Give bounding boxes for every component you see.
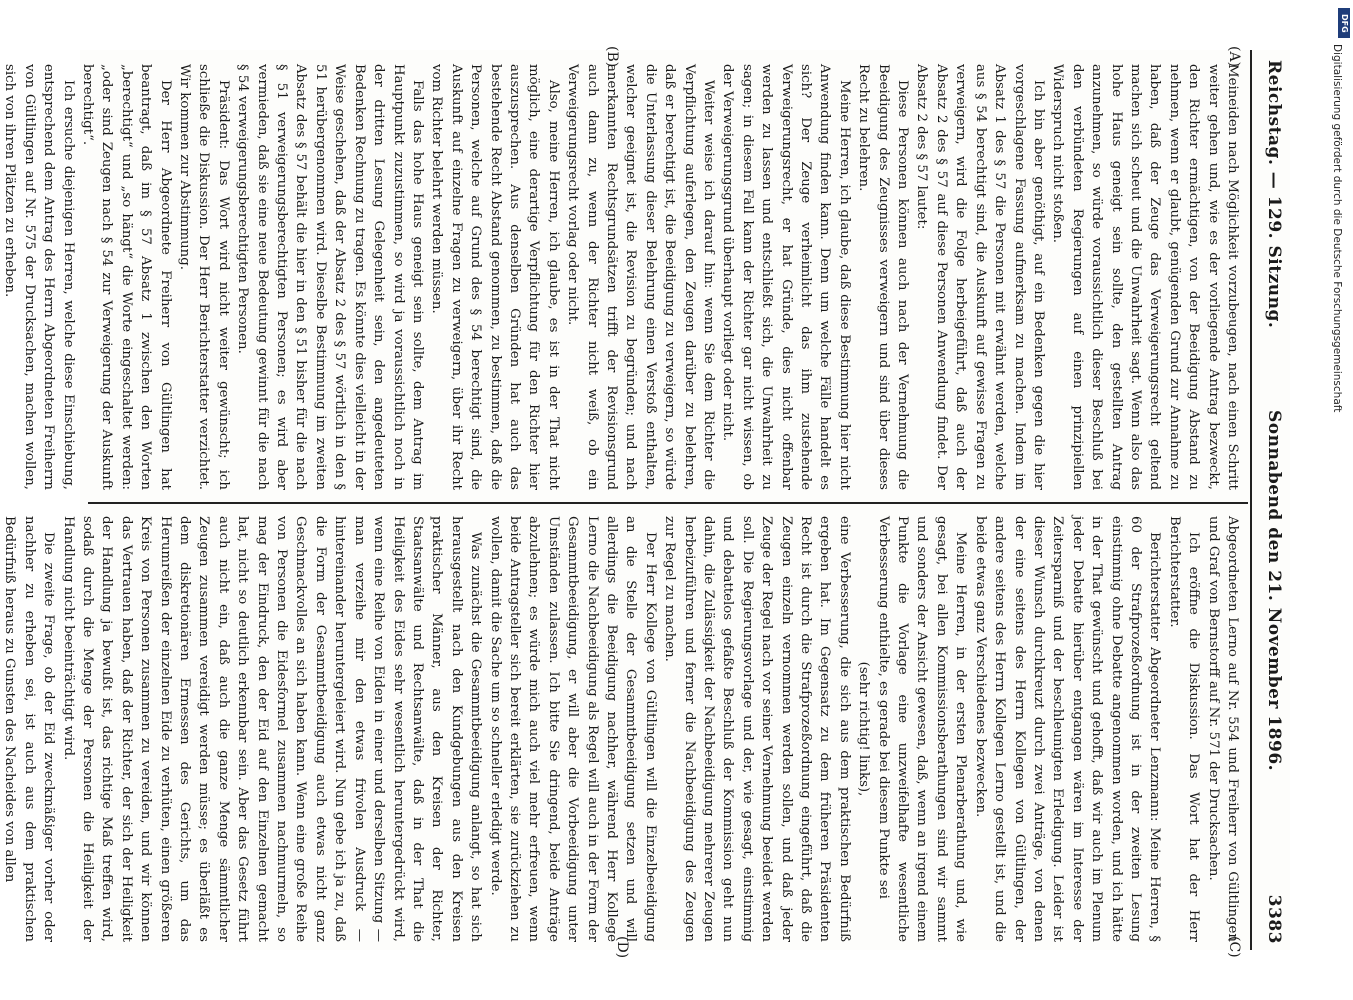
- paragraph: Berichterstatter Abgeordneter Lenzmann: Meine Herren, § 60 der Strafprozeßordnung ist in der zweiten Lesung einstimmig ohne Debatte angenommen worden, und ich hätte in der That gewünscht und gehofft, daß wir auch im Plenum jeder Debatte hierüber entgangen wären im Interesse der Zeitersparniß und der beschleunigten Erledigung. Leider ist dieser Wunsch durchkreuzt durch zwei Anträge, von denen der eine seitens des Herrn Kollegen von Gültlingen, der andere seitens des Herrn Kollegen Lerno gestellt ist, und die beide etwas ganz Verschiedenes bezwecken.: [972, 516, 1163, 942]
- document-page: [2, 46, 1290, 959]
- paragraph: Weiter weise ich darauf hin: wenn Sie dem Richter die Verpflichtung auferlegen, den Zeugen darüber zu belehren, daß er berechtigt ist, die Beeidigung zu verweigern, so würde die Unterlassung dieser Belehrung einen Verstoß enthalten, welcher geeignet ist, die Revision zu begründen; und nach anerkannten Rechtsgrundsätzen trifft der Revisionsgrund auch dann zu, wenn der Richter nicht weiß, ob ein Verweigerungsrecht vorlag oder nicht.: [565, 64, 717, 490]
- paragraph: Die zweite Frage, ob der Eid zweckmäßiger vorher oder nachher zu erheben sei, ist auch aus dem praktischen Bedürfniß heraus zu Gunsten des Nacheides von allen: [2, 516, 57, 942]
- paragraph: Der Herr Kollege von Gültlingen will die Einzelbeeidigung an die Stelle der Gesammtbeeidigung setzen und will allerdings die Beeidigung nachher, während Herr Kollege Lerno die Nachbeeidigung als Regel will auch in der Form der Gesammtbeeidigung, er will aber die Vorbeeidigung unter Umständen zulassen. Ich bitte Sie dringend, beide Anträge abzulehnen; es würde mich auch viel mehr erfreuen, wenn beide Antragsteller sich bereit erklärten, sie zurückziehen zu wollen, damit die Sache um so schneller erledigt werde.: [487, 516, 658, 942]
- margin-marker-a: (A): [1226, 46, 1242, 68]
- paragraph: Falls das hohe Haus geneigt sein sollte, dem Antrag im Hauptpunkt zuzustimmen, so wird ja voraussichtlich noch in der dritten Lesung Gelegenheit sein, den angedeuteten Bedenken Rechnung zu tragen. Es könnte dies vielleicht in der Weise geschehen, daß der Absatz 2 des § 57 wörtlich in den § 51 herübergenommen wird. Dieselbe Bestimmung im zweiten Absatz des § 57 behält die hier in den § 51 bisher für die nach § 51 verweigerungsberechtigten Personen; es wird aber vermieden, daß sie eine neue Bedeutung gewinnt für die nach § 54 verweigerungsberechtigten Personen.: [235, 64, 425, 490]
- dfg-logo: DFG: [1338, 8, 1350, 38]
- paragraph: Ich bin aber genöthigt, auf ein Bedenken gegen die hier vorgeschlagene Fassung aufmerksam zu machen. Indem im Absatz 1 des § 57 die Personen mit erwähnt werden, welche aus § 54 berechtigt sind, die Auskunft auf gewisse Fragen zu verweigern, wird die Folge herbeigeführt, daß auch der Absatz 2 des § 57 auf diese Personen Anwendung findet. Der Absatz 2 des § 57 lautet:: [914, 64, 1046, 490]
- paragraph: Was zunächst die Gesammtbeeidigung anlangt, so hat sich herausgestellt nach den Kundgebungen aus den Kreisen praktischer Männer, aus den Kreisen der Richter, Staatsanwälte und Rechtsanwälte, daß in der That die Heiligkeit des Eides sehr wesentlich heruntergedrückt wird, wenn eine Reihe von Eiden in einer und derselben Sitzung — man verzeihe mir den etwas frivolen Ausdruck — hintereinander heruntergeleiert wird. Nun gebe ich ja zu, daß die Form der Gesammtbeeidigung auch etwas nicht ganz Geschmackvolles an sich haben kann. Wenn eine große Reihe von Personen die Eidesformel zusammen nachmurmeln, so mag der Eindruck, den der Eid auf den Einzelnen gemacht hat, nicht so deutlich erkennbar sein. Aber das Gesetz führt auch nicht ein, daß auch die ganze Menge sämmtlicher Zeugen zusammen vereidigt werden müsse; es überläßt es dem diskretionären Ermessen des Gerichts, um das Herumreißen der einzelnen Eide zu verhüten, einen größeren Kreis von Personen zusammen zu vereiden, und wir können das Vertrauen haben, daß der Richter, der sich der Heiligkeit der Handlung ja bewußt ist, das richtige Maß treffen wird, sodaß durch die Menge der Personen die Heiligkeit der Handlung nicht beeinträchtigt wird.: [60, 516, 484, 942]
- paragraph: Meineiden nach Möglichkeit vorzubeugen, nach einen Schritt weiter gehen und, wie es der vorliegende Antrag bezweckt, den Richter ermächtigen, von der Beeidigung Abstand zu nehmen, wenn er glaubt, genügenden Grund zur Annahme zu haben, daß der Zeuge das Verweigerungsrecht geltend machen sich scheut und die Unwahrheit sagt. Wenn also das hohe Haus geneigt sein sollte, den gestellten Antrag anzunehmen, so würde voraussichtlich dieser Beschluß bei den verbündeten Regierungen auf einen prinzipiellen Widerspruch nicht stoßen.: [1050, 64, 1240, 490]
- header-date: Sonnabend den 21. November 1896.: [1264, 410, 1284, 772]
- paragraph: Präsident: Das Wort wird nicht weiter gewünscht; ich schließe die Diskussion. Der Herr Berichterstatter verzichtet. Wir kommen zur Abstimmung.: [177, 64, 231, 490]
- paragraph: Ich eröffne die Diskussion. Das Wort hat der Herr Berichterstatter.: [1166, 516, 1202, 942]
- paragraph: Meine Herren, ich glaube, daß diese Bestimmung hier nicht Anwendung finden kann. Denn um welche Fälle handelt es sich? Der Zeuge verheimlicht das ihm zustehende Verweigerungsrecht, er hat Gründe, dies nicht offenbar werden zu lassen und entschließt sich, die Unwahrheit zu sagen; in diesem Fall kann der Richter gar nicht wissen, ob der Verweigerungsgrund überhaupt vorliegt oder nicht.: [720, 64, 852, 490]
- right-text-column: [2, 516, 1242, 942]
- paragraph: Diese Personen können auch nach der Vernehmung die Beeidigung des Zeugnisses verweigern und sind über dieses Recht zu belehren.: [856, 64, 911, 490]
- paragraph: Meine Herren, in der ersten Plenarberathung und, wie gesagt, bei allen Kommissionsberathungen sind wir sammt und sonders der Ansicht gewesen, daß, wenn an irgend einem Punkte die Vorlage eine unzweifelhafte wesentliche Verbesserung enthielte, es gerade bei diesem Punkte sei: [875, 516, 969, 942]
- margin-marker-b: (B): [604, 46, 620, 68]
- page-header: [1250, 50, 1290, 950]
- paragraph: Also, meine Herren, ich glaube, es ist in der That nicht möglich, eine derartige Verpflichtung für den Richter hier auszusprechen. Aus denselben Gründen hat auch das bestehende Recht Abstand genommen, zu bestimmen, daß die Personen, welche auf Grund des § 54 berechtigt sind, die Auskunft auf einzelne Fragen zu verweigern, über ihr Recht vom Richter belehrt werden müssen.: [429, 64, 561, 490]
- page-number: 3383: [1264, 894, 1284, 944]
- digitization-credit: Digitalisierung gefördert durch die Deutsche Forschungsgemeinschaft: [1331, 44, 1343, 413]
- left-text-column: [2, 64, 1242, 490]
- paragraph: eine Verbesserung, die sich aus dem praktischen Bedürfniß ergeben hat. Im Gegensatz zu dem früheren Präsidenten Recht ist durch die Strafprozeßordnung eingeführt, daß die Zeugen einzeln vernommen werden sollen, und daß jeder Zeuge der Regel nach vor seiner Vernehmung beeidet werden soll. Die Regierungsvorlage und der, wie gesagt, einstimmig und debattelos gefaßte Beschluß der Kommission geht nun dahin, die Zulässigkeit der Nachbeeidigung mehrerer Zeugen herbeizuführen und ferner die Nachbeeidigung des Zeugen zur Regel zu machen.: [662, 516, 852, 942]
- header-session-title: Reichstag. — 129. Sitzung.: [1264, 60, 1284, 329]
- column-divider: [88, 502, 1248, 504]
- paragraph: Ich ersuche diejenigen Herren, welche diese Einschiebung, entsprechend dem Antrag des Herrn Abgeordneten Freiherrn von Gültlingen auf Nr. 575 der Drucksachen, machen wollen, sich von ihren Plätzen zu erheben.: [2, 64, 76, 490]
- margin-marker-c: (C): [1226, 936, 1242, 958]
- margin-marker-d: (D): [614, 936, 630, 959]
- paragraph: Der Herr Abgeordnete Freiherr von Gültlingen hat beantragt, daß im § 57 Absatz 1 zwischen den Worten „berechtigt“ und „so hängt“ die Worte eingeschaltet werden: „oder sind Zeugen nach § 54 zur Verweigerung der Auskunft berechtigt“.: [80, 64, 173, 490]
- paragraph: (sehr richtig! links),: [856, 661, 872, 797]
- paragraph: Abgeordneten Lerno auf Nr. 554 und Freiherr von Gültlingen und Graf von Bernstorff auf Nr. 571 der Drucksachen.: [1205, 516, 1240, 942]
